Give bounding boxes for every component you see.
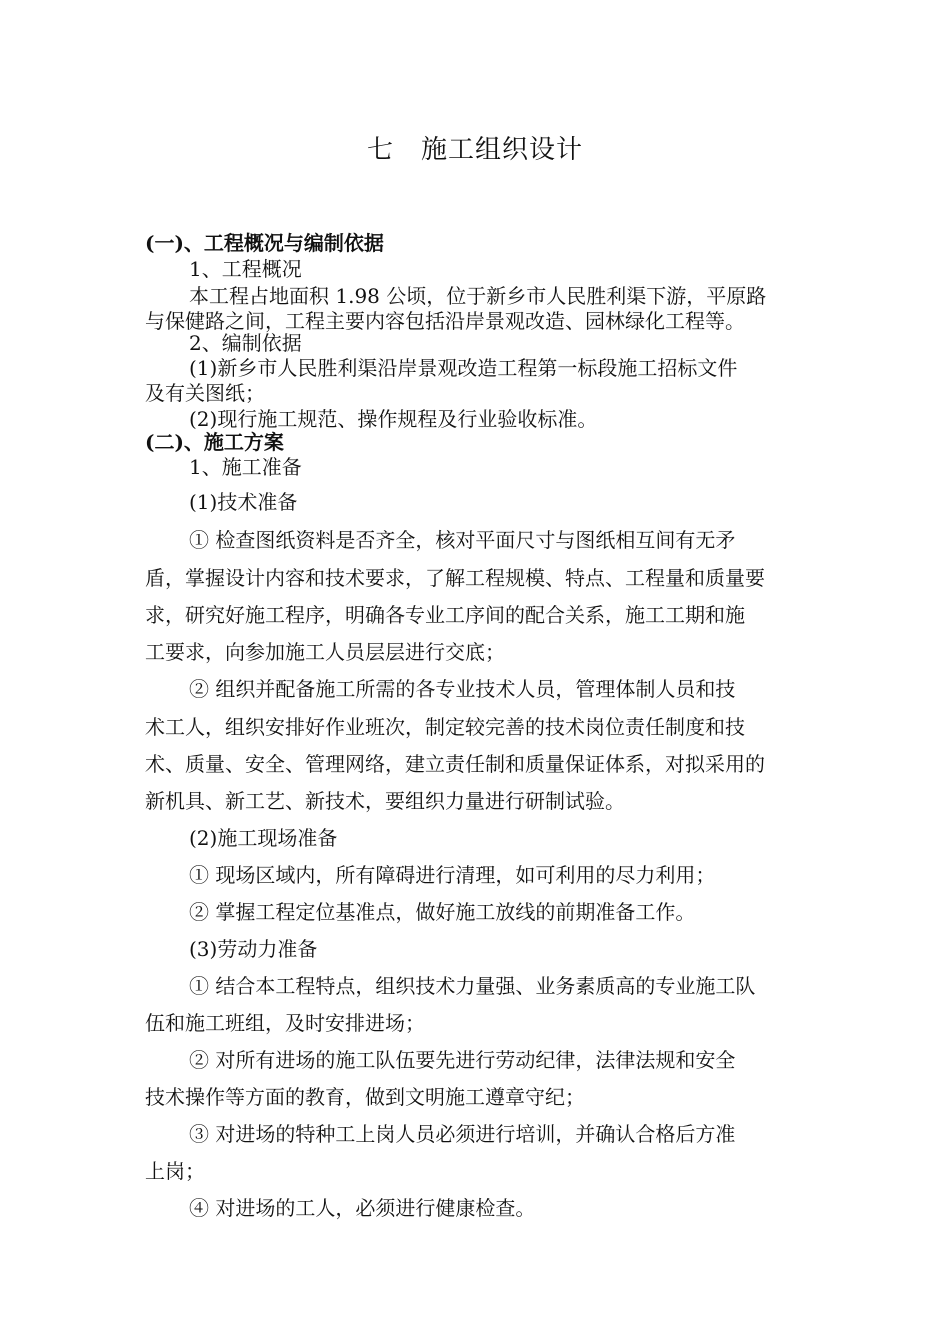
subheading-compilation-basis: 2、编制依据	[189, 331, 302, 355]
paragraph-line: ① 检查图纸资料是否齐全，核对平面尺寸与图纸相互间有无矛	[189, 528, 736, 552]
paragraph-line: 术、质量、安全、管理网络，建立责任制和质量保证体系，对拟采用的	[145, 752, 765, 776]
paragraph-line: ② 对所有进场的施工队伍要先进行劳动纪律，法律法规和安全	[189, 1048, 736, 1072]
document-title: 七 施工组织设计	[366, 135, 583, 165]
section-heading-overview: (一)、工程概况与编制依据	[145, 231, 384, 255]
subheading-project-overview: 1、工程概况	[189, 257, 302, 281]
paragraph-line: 伍和施工班组，及时安排进场；	[145, 1011, 425, 1035]
paragraph-line: 本工程占地面积 1.98 公顷，位于新乡市人民胜利渠下游，平原路	[189, 284, 767, 308]
paragraph-line: 盾，掌握设计内容和技术要求，了解工程规模、特点、工程量和质量要	[145, 566, 765, 590]
paragraph-line: ① 结合本工程特点，组织技术力量强、业务素质高的专业施工队	[189, 974, 756, 998]
paragraph-line: 及有关图纸；	[145, 381, 265, 405]
paragraph-line: 新机具、新工艺、新技术，要组织力量进行研制试验。	[145, 789, 625, 813]
subheading-construction-preparation: 1、施工准备	[189, 455, 302, 479]
paragraph-line: 术工人，组织安排好作业班次，制定较完善的技术岗位责任制度和技	[145, 715, 745, 739]
section-heading-construction-plan: (二)、施工方案	[145, 430, 284, 454]
paragraph-line: ③ 对进场的特种工上岗人员必须进行培训，并确认合格后方准	[189, 1122, 736, 1146]
paragraph-line: ④ 对进场的工人，必须进行健康检查。	[189, 1196, 536, 1220]
subheading-labor-preparation: (3)劳动力准备	[189, 937, 318, 961]
paragraph-line: 工要求，向参加施工人员层层进行交底；	[145, 640, 505, 664]
subheading-site-preparation: (2)施工现场准备	[189, 826, 338, 850]
paragraph-line: 与保健路之间，工程主要内容包括沿岸景观改造、园林绿化工程等。	[145, 309, 745, 333]
paragraph-line: ② 组织并配备施工所需的各专业技术人员，管理体制人员和技	[189, 677, 736, 701]
paragraph-line: 上岗；	[145, 1159, 205, 1183]
paragraph-line: 技术操作等方面的教育，做到文明施工遵章守纪；	[145, 1085, 585, 1109]
paragraph-line: (2)现行施工规范、操作规程及行业验收标准。	[189, 407, 598, 431]
paragraph-line: ① 现场区域内，所有障碍进行清理，如可利用的尽力利用；	[189, 863, 716, 887]
paragraph-line: (1)新乡市人民胜利渠沿岸景观改造工程第一标段施工招标文件	[189, 356, 738, 380]
paragraph-line: ② 掌握工程定位基准点，做好施工放线的前期准备工作。	[189, 900, 696, 924]
subheading-technical-preparation: (1)技术准备	[189, 490, 298, 514]
paragraph-line: 求，研究好施工程序，明确各专业工序间的配合关系，施工工期和施	[145, 603, 745, 627]
